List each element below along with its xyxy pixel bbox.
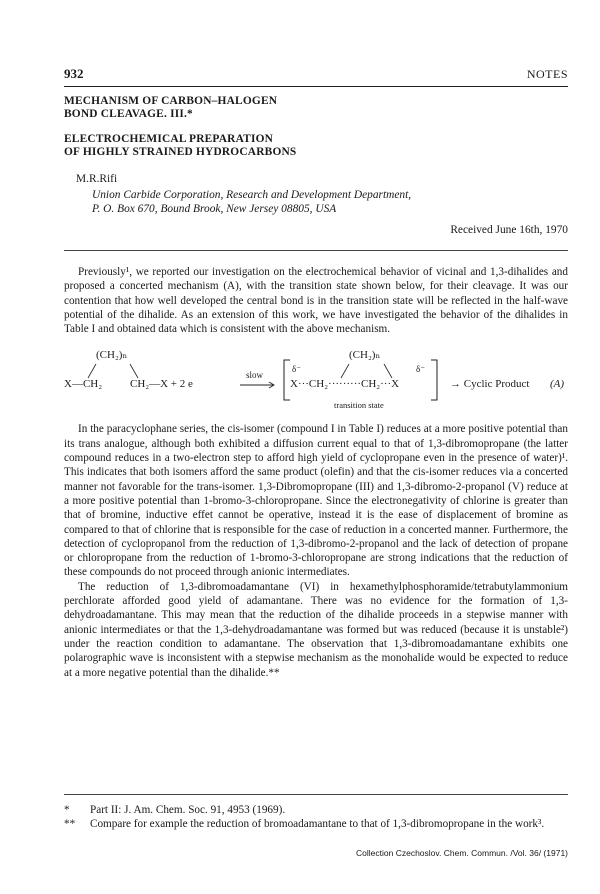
ts-label: transition state bbox=[334, 400, 384, 411]
arrow-label: slow bbox=[246, 370, 264, 381]
reactant-right: CH₂—X + 2 e bbox=[130, 378, 193, 391]
author-name: M.R.Rifi bbox=[76, 173, 118, 185]
paragraph-3: The reduction of 1,3-dibromoadamantane (VI) in hexamethylphosphoramide/tetrabutylammonium perchlorate afforded good yield of adamantane. There was no evidence for the formation of 1,3-dehydroadamantane. This may mean that the reduction of the dihalide proceeds in a stepwise manner with anionic intermediates or that the 1,3-dehydroadamantane was formed but was reduced (because it is unstable²) under the reaction condition to adamantane. The observation that 1,3-dibromoadamantane exhibits one polarographic wave is inconsistent with a stepwise mechanism as the monohalide would be expected to reduce at a more negative potential than the dihalide.** bbox=[64, 580, 568, 679]
reaction-scheme bbox=[64, 342, 568, 422]
delta-right: δ⁻ bbox=[416, 364, 425, 375]
title-line-2: BOND CLEAVAGE. III.* bbox=[64, 108, 193, 120]
page-header bbox=[64, 66, 568, 87]
article-subtitle bbox=[64, 133, 568, 159]
affiliation-line-1: Union Carbide Corporation, Research and Development Department, bbox=[92, 189, 412, 201]
footnote-divider bbox=[64, 794, 568, 795]
article-title bbox=[64, 95, 568, 121]
footnote-2-text: Compare for example the reduction of bromoadamantane to that of 1,3-dibromopropane in the work³. bbox=[90, 818, 545, 830]
title-line-1: MECHANISM OF CARBON–HALOGEN bbox=[64, 95, 278, 107]
page-number: 932 bbox=[64, 66, 84, 81]
footnotes bbox=[64, 794, 568, 831]
affiliation-line-2: P. O. Box 670, Bound Brook, New Jersey 08805, USA bbox=[92, 203, 337, 215]
subtitle-line-2: OF HIGHLY STRAINED HYDROCARBONS bbox=[64, 146, 297, 158]
affiliation bbox=[92, 188, 568, 216]
ts-top: (CH₂)ₙ bbox=[349, 349, 381, 362]
footnote-1-text: Part II: J. Am. Chem. Soc. 91, 4953 (1969). bbox=[90, 804, 286, 816]
reactant-left: X—CH₂ bbox=[64, 378, 103, 391]
delta-left: δ⁻ bbox=[292, 364, 301, 375]
mechanism-label: (A) bbox=[550, 378, 565, 391]
subtitle-line-1: ELECTROCHEMICAL PREPARATION bbox=[64, 133, 274, 145]
divider bbox=[64, 250, 568, 251]
section-label: NOTES bbox=[526, 67, 568, 81]
footnote-2 bbox=[64, 817, 568, 831]
paragraph-2: In the paracyclophane series, the cis-isomer (compound I in Table I) reduces at a more positive potential than its trans analogue, although both exhibited a diffusion current equal to that of 1,3-dibromopropane (the latter compound reduces in a two-electron step to afford high yield of cyclopropane even in the presence of water)¹. This indicates that both isomers afford the same product (olefin) and that the cis-isomer reduces via a concerted manner not favorable for the trans-isomer. 1,3-Dibromopropane (III) and 1,3-dibromo-2-propanol (V) reduce at a more positive potential than 1-bromo-3-chloropropane. Since the electronegativity of chlorine is greater than that of bromine, inductive effet cannot be operative, instead it is the ease of displacement of bromine as compared to that of chlorine that is responsible for the case of reduction in a concerted manner. Furthermore, the detection of cyclopropanol from the reduction of 1,3-dibromo-2-propanol and the lack of detection of propane or chloropropane from the reduction of 1-bromo-3-chloropropane are strong indications that the reduction of these compounds do not proceed through anionic intermediates. bbox=[64, 423, 568, 579]
reactant-top: (CH₂)ₙ bbox=[96, 349, 128, 362]
received-date: Received June 16th, 1970 bbox=[450, 224, 568, 236]
article-page bbox=[64, 66, 568, 680]
ts-body: X···CH₂·········CH₂···X bbox=[290, 378, 400, 391]
footnote-1-mark: * bbox=[64, 804, 70, 816]
journal-citation: Collection Czechoslov. Chem. Commun. /Vol. 36/ (1971) bbox=[356, 848, 568, 858]
footnote-2-mark: ** bbox=[64, 818, 76, 830]
paragraph-1: Previously¹, we reported our investigation on the electrochemical behavior of vicinal and 1,3-dihalides and proposed a concerted mechanism (A), with the transition state shown below, for their cleavage. It was our contention that how well developed the central bond is in the transition state will be reflected in the half-wave potential of the dihalide. As an extension of this work, we have investigated the behavior of the dihalides in Table I and obtained data which is consistent with the above mechanism. bbox=[64, 266, 568, 336]
footnote-1 bbox=[64, 803, 568, 817]
product: → Cyclic Product bbox=[450, 378, 530, 391]
